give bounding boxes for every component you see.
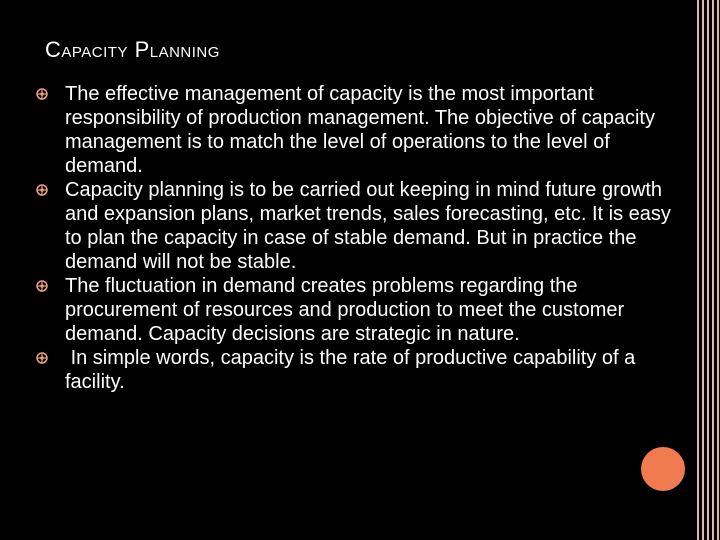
bullet-text: The fluctuation in demand creates problems regarding the procurement of resources and production to meet the customer demand. Capacity decisions are strategic in nature. — [65, 275, 625, 345]
petal-bullet-icon — [36, 184, 48, 196]
decorative-orange-circle — [641, 447, 685, 491]
border-stripe — [702, 0, 704, 540]
bullet-item — [36, 346, 686, 394]
border-stripe — [707, 0, 709, 540]
border-stripe — [717, 0, 719, 540]
bullet-item — [36, 274, 686, 346]
slide-title — [45, 37, 220, 63]
bullet-list — [36, 82, 686, 394]
petal-bullet-icon — [36, 280, 48, 292]
bullet-item — [36, 82, 686, 178]
border-stripe — [697, 0, 699, 540]
bullet-text: Capacity planning is to be carried out keeping in mind future growth and expansion plans, market trends, sales forecasting, etc. It is easy to plan the capacity in case of stable demand. But in practice the demand will not be stable. — [65, 179, 671, 273]
bullet-text: In simple words, capacity is the rate of productive capability of a facility. — [65, 347, 641, 393]
petal-bullet-icon — [36, 88, 48, 100]
bullet-item — [36, 178, 686, 274]
border-stripe — [712, 0, 714, 540]
petal-bullet-icon — [36, 352, 48, 364]
slide-title-text: Capacity Planning — [45, 37, 220, 62]
bullet-text: The effective management of capacity is the most important responsibility of production management. The objective of capacity management is to match the level of operations to the level of demand. — [65, 83, 655, 177]
